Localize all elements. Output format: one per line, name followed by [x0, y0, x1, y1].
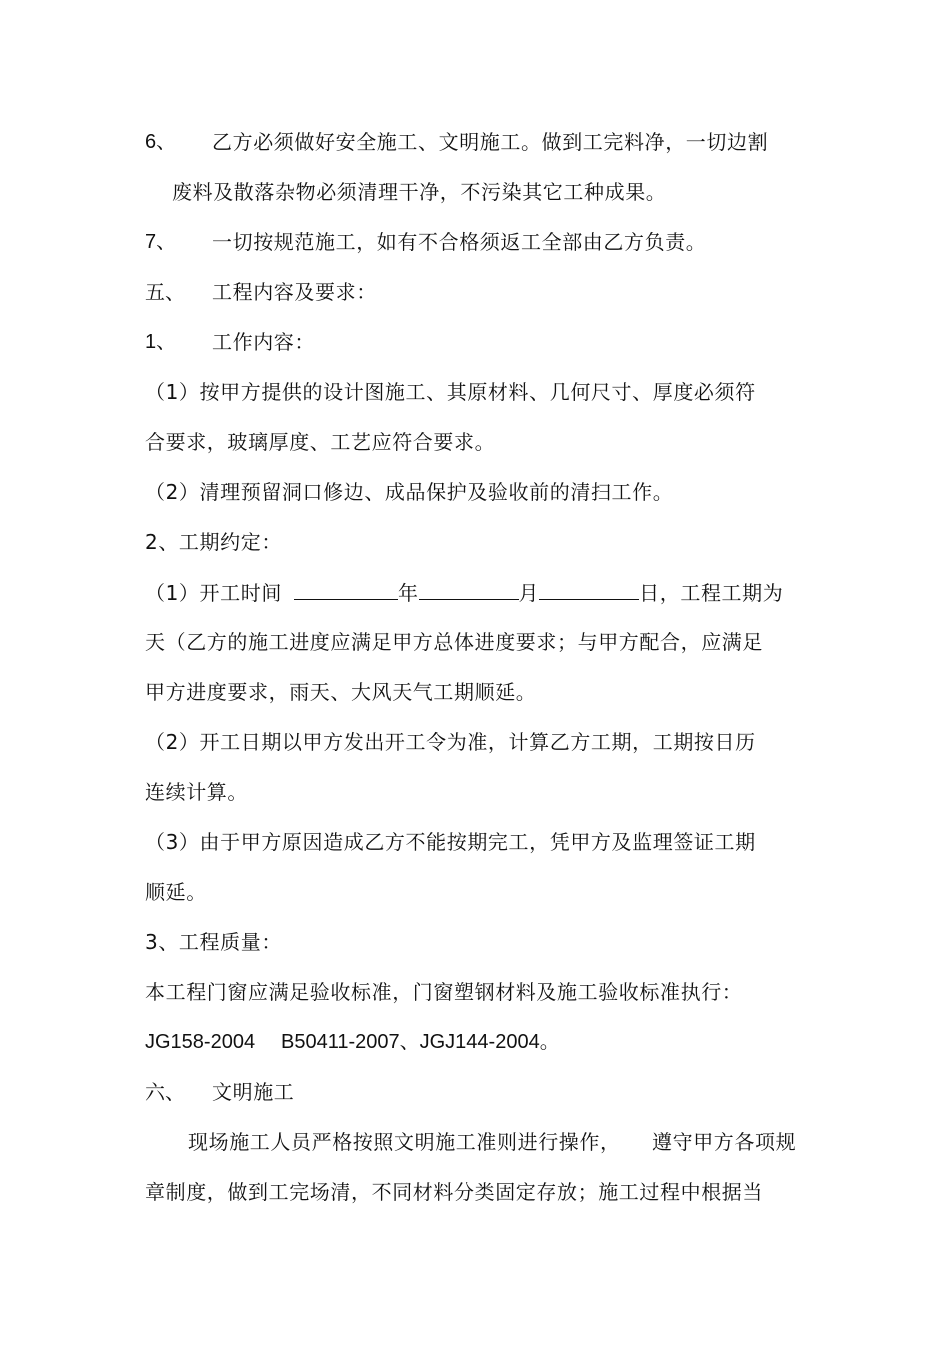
year-label: 年 [397, 581, 419, 605]
section-heading: 工程内容及要求： [212, 280, 377, 304]
paragraph-line: 甲方进度要求，雨天、大风天气工期顺延。 [145, 680, 537, 704]
start-date-line [145, 577, 783, 608]
standard-codes: B50411-2007、JGJ144-2004。 [281, 1031, 560, 1053]
standard-code: JG158-2004 [145, 1031, 256, 1053]
paragraph-line: （2）开工日期以甲方发出开工令为准，计算乙方工期，工期按日历 [145, 730, 756, 754]
paragraph-line: 乙方必须做好安全施工、文明施工。做到工完料净，一切边割 [212, 130, 769, 154]
paragraph-line: 连续计算。 [145, 780, 248, 804]
paragraph-line: （3）由于甲方原因造成乙方不能按期完工，凭甲方及监理签证工期 [145, 830, 756, 854]
subsection-heading: 工作内容： [212, 330, 315, 354]
paragraph-line: 废料及散落杂物必须清理干净，不污染其它工种成果。 [172, 180, 667, 204]
paragraph-line: 顺延。 [145, 880, 207, 904]
section-number: 五、 [145, 280, 185, 304]
item-number: 1、 [145, 331, 177, 353]
item-number: 7、 [145, 231, 177, 253]
year-blank [294, 577, 398, 600]
day-label: 日，工程工期为 [639, 581, 784, 605]
subsection-heading: 3、工程质量： [145, 930, 282, 954]
paragraph-line: 合要求，玻璃厚度、工艺应符合要求。 [145, 430, 496, 454]
month-label: 月 [518, 581, 540, 605]
paragraph-line: （2）清理预留洞口修边、成品保护及验收前的清扫工作。 [145, 480, 674, 504]
paragraph-line: 一切按规范施工，如有不合格须返工全部由乙方负责。 [212, 230, 707, 254]
paragraph-line: 遵守甲方各项规 [652, 1130, 797, 1154]
paragraph-line: 本工程门窗应满足验收标准，门窗塑钢材料及施工验收标准执行： [145, 980, 743, 1004]
subsection-heading: 2、工期约定： [145, 530, 282, 554]
section-heading: 文明施工 [212, 1080, 295, 1104]
item-number: 6、 [145, 131, 177, 153]
day-blank [539, 577, 639, 600]
paragraph-line: 章制度，做到工完场清，不同材料分类固定存放；施工过程中根据当 [145, 1180, 763, 1204]
paragraph-line: （1）按甲方提供的设计图施工、其原材料、几何尺寸、厚度必须符 [145, 380, 756, 404]
section-number: 六、 [145, 1080, 185, 1104]
start-date-label: （1）开工时间 [145, 581, 282, 605]
paragraph-line: 天（乙方的施工进度应满足甲方总体进度要求；与甲方配合，应满足 [145, 630, 763, 654]
paragraph-line: 现场施工人员严格按照文明施工准则进行操作， [188, 1130, 621, 1154]
month-blank [419, 577, 519, 600]
